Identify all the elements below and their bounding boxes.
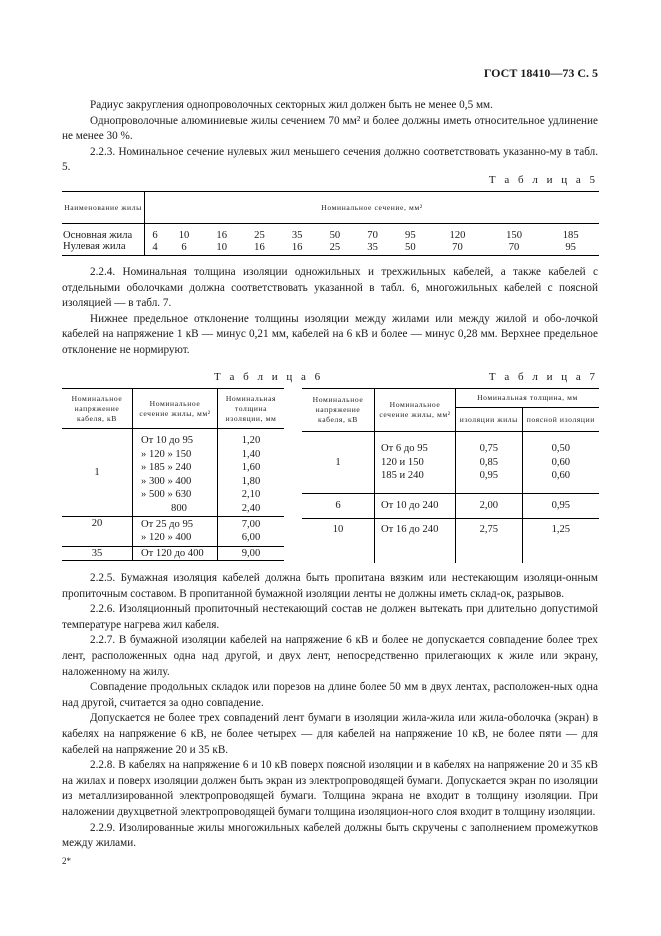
table-cell: 6 [181,242,187,253]
paragraph: 2.2.4. Номинальная толщина изоляции одножильных и трехжильных кабелей, а также кабелей с отдельными оболочками должна соответствовать указанной в табл. 6, многожильных кабелей с поясной изоляцией — в табл. 7. [62,266,598,310]
table-cell: 6 [152,229,158,241]
table-cell: 7,00 [241,518,261,530]
table-cell: 35 [291,229,303,241]
paragraph: Нижнее предельное отклонение толщины изоляции между жилами или между жилой и обо-лочкой кабелей на напряжение 1 кВ — минус 0,21 мм, кабелей на 6 кВ и более — минус 0,28 мм. Верхнее предельное отклонение не нормируют. [62,312,598,356]
table7-voltage: 10 [302,518,375,563]
table6 [62,388,284,561]
table5-header-name: Наименование жилы [62,192,145,224]
table-row [62,230,599,241]
table-cell: 2,00 [456,493,523,518]
table-cell: 120 [449,229,466,241]
table-cell: 4 [152,242,158,253]
table-cell: 25 [329,242,341,253]
table-cell: 185 [562,229,579,241]
table6-voltage: 1 [62,429,133,517]
table5-row-name: Основная жила [62,230,145,241]
paragraph: 2.2.7. В бумажной изоляции кабелей на напряжение 6 кВ и более не допускается совпадение более трех лент, расположенных одна над другой, и двух лент, непосредственно прилегающих к жиле или экрану, наложенному на жилу. [62,634,598,678]
table-cell: 2,40 [241,502,261,514]
table-cell: 10 [178,229,190,241]
table6-header-voltage: Номинальное напряжение кабеля, кВ [62,389,133,429]
table6-voltage: 20 [62,516,133,546]
table-cell: От 16 до 240 [375,518,456,563]
table-cell: 6,00 [241,532,261,544]
table-cell: 1,40 [241,448,261,460]
table6-voltage: 35 [62,546,133,561]
table-cell: 2,75 [456,518,523,563]
paragraph: 2.2.3. Номинальное сечение нулевых жил меньшего сечения должно соответствовать указанно-му в табл. 5. [62,145,598,174]
paragraph: 2.2.8. В кабелях на напряжение 6 и 10 кВ поверх поясной изоляции и в кабелях на напряжение 20 и 35 кВ на жилах и поверх изоляции должен быть экран из электропроводящей бумаги. Допускается экран по изоляции из металлизированной электропроводящей бумаги. Толщина экрана не входит в толщину изоляции. При наложении двухцветной электропроводящей бумаги толщина изоляцион-ного слоя входит в толщину изоляции. [62,759,598,818]
paragraph: Совпадение продольных складок или порезов на длине более 50 мм в двух лентах, расположен-ных одна над другой, считается за одно совпадение. [62,681,598,709]
table-cell: 0,60 [551,470,571,482]
table-cell: От 120 до 400 [133,546,218,561]
table6-header-thickness: Номинальная толщина изоляции, мм [225,393,277,423]
table7 [302,388,599,563]
table-cell: 50 [329,229,341,241]
table-cell: » 120 » 400 [141,532,192,544]
table-cell: 185 и 240 [381,470,424,482]
table-cell: 1,20 [241,435,261,446]
table-cell: 50 [405,242,416,253]
table-cell: 0,75 [479,443,499,454]
table-cell: 0,95 [551,500,571,512]
table-cell: 0,85 [479,456,499,468]
table6-header-section: Номинальное сечение жилы, мм² [133,389,218,429]
table-cell: От 25 до 95 [141,518,194,530]
table-cell: 9,00 [241,547,261,559]
table-cell: От 6 до 95 [381,443,428,454]
table7-voltage: 1 [302,432,375,494]
table-cell: 1,80 [241,475,261,487]
table-cell: 10 [216,242,228,253]
table-cell: 70 [452,242,463,253]
table-cell: 70 [367,229,378,241]
table6-caption: Т а б л и ц а 6 [214,371,324,383]
page-header: ГОСТ 18410—73 С. 5 [483,66,598,80]
paragraph: 2.2.5. Бумажная изоляция кабелей должна быть пропитана вязким или нестекающим изоляци-онным пропиточным составом. В пропитанной бумажной изоляции ленты не должны иметь склад-ок, разрывов. [62,572,598,600]
text-block-3 [62,571,598,852]
table-cell: 1,60 [241,462,261,474]
table-cell: 25 [254,229,265,241]
table-cell: 16 [254,242,265,253]
table7-header-voltage: Номинальное напряжение кабеля, кВ [302,389,375,432]
table-cell: 16 [216,229,228,241]
table-cell: 70 [508,242,520,253]
table-cell: 2,10 [241,489,261,501]
text-block-1 [62,98,598,176]
table-cell: 95 [565,242,576,253]
table5-caption: Т а б л и ц а 5 [488,174,598,186]
paragraph: 2.2.6. Изоляционный пропиточный нестекающий состав не должен вытекать при длительно допустимой температуре нагрева жил кабеля. [62,603,598,631]
table7-voltage: 6 [302,493,375,518]
page-footer: 2* [62,856,71,866]
table-cell: 120 и 150 [381,456,424,468]
text-block-2 [62,265,598,359]
table-cell: 800 [171,502,187,514]
table-cell: 0,95 [479,470,499,482]
table7-header-thickness: Номинальная толщина, мм [456,389,600,408]
table-row [62,241,599,256]
table7-caption: Т а б л и ц а 7 [488,371,598,383]
table-cell: 16 [291,242,303,253]
paragraph: Однопроволочные алюминиевые жилы сечением 70 мм² и более должны иметь относительное удлинение не менее 30 %. [62,114,598,143]
table-cell: От 10 до 95 [141,435,194,446]
table-cell: » 500 » 630 [141,489,192,501]
table-cell: 0,50 [551,443,571,454]
table7-header-belt: поясной изоляции [522,408,599,432]
table7-header-core: изоляции жилы [456,408,523,432]
table-cell: » 185 » 240 [141,462,192,474]
table5-row-name: Нулевая жила [62,241,145,256]
table-cell: От 10 до 240 [375,493,456,518]
table-cell: 1,25 [551,523,571,535]
table-cell: » 120 » 150 [141,448,192,460]
table-cell: 150 [506,229,522,241]
table-cell: » 300 » 400 [141,475,192,487]
table-cell: 95 [405,229,416,241]
table7-header-section: Номинальное сечение жилы, мм² [375,389,456,432]
table-cell: 35 [367,242,378,253]
table5 [62,191,599,256]
table-cell: 0,60 [551,456,571,468]
paragraph: Допускается не более трех совпадений лент бумаги в изоляции жила-жила или жила-оболочка (экран) в кабелях на напряжение 6 кВ, не более четырех — для кабелей на напряжение 10 кВ, не более пяти — для кабелей на напряжение 20 и 35 кВ. [62,712,598,756]
paragraph: 2.2.9. Изолированные жилы многожильных кабелей должны быть скручены с заполнением промежутков между жилами. [62,821,598,850]
table5-header-section: Номинальное сечение, мм² [321,202,423,212]
paragraph: Радиус закругления однопроволочных секторных жил должен быть не менее 0,5 мм. [90,99,493,111]
